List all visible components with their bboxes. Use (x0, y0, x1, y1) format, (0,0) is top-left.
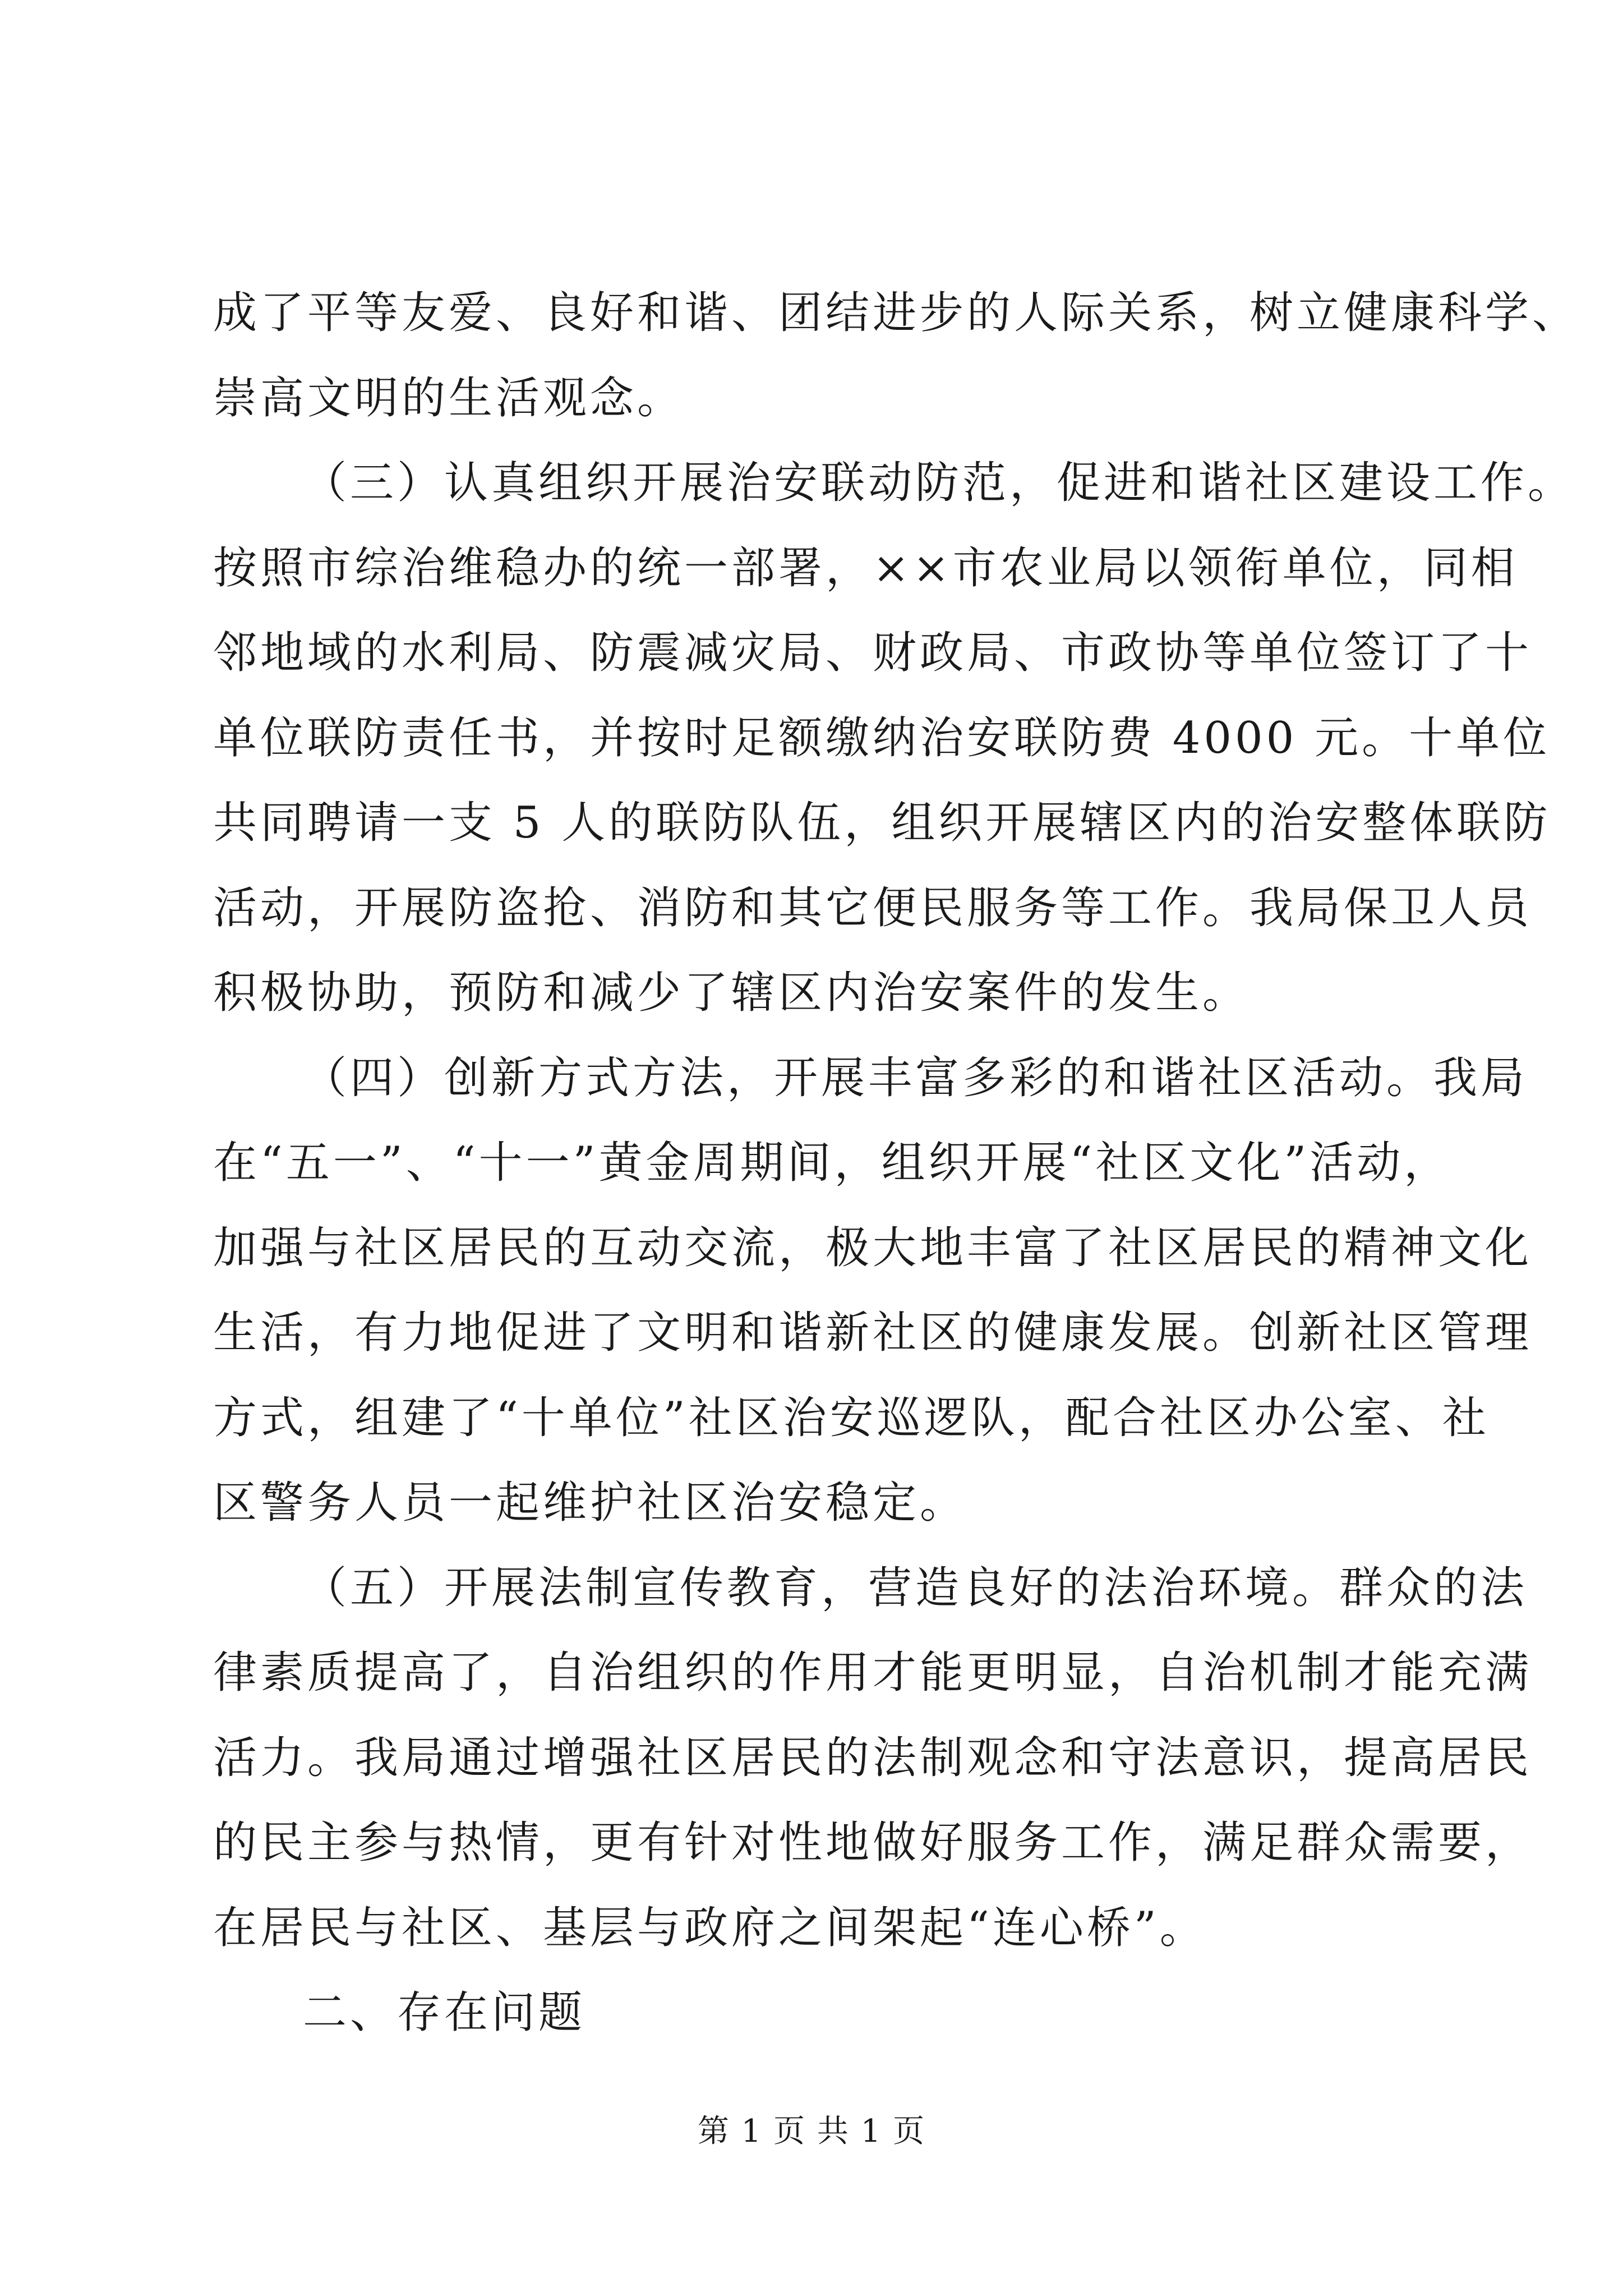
text-line: 律素质提高了，自治组织的作用才能更明显，自治机制才能充满 (213, 1648, 1533, 1698)
text-line: 按照市综治维稳办的统一部署，××市农业局以领衔单位，同相 (213, 543, 1518, 593)
text-line: 在居民与社区、基层与政府之间架起“连心桥”。 (213, 1903, 1207, 1953)
text-line: 区警务人员一起维护社区治安稳定。 (213, 1478, 967, 1528)
text-line: 活动，开展防盗抢、消防和其它便民服务等工作。我局保卫人员 (213, 883, 1533, 933)
paragraph-heading-3: （三）认真组织开展治安联动防范，促进和谐社区建设工作。 (303, 458, 1575, 508)
text-line: 加强与社区居民的互动交流，极大地丰富了社区居民的精神文化 (213, 1223, 1533, 1273)
text-line: 积极协助，预防和减少了辖区内治安案件的发生。 (213, 968, 1250, 1018)
text-line: 生活，有力地促进了文明和谐新社区的健康发展。创新社区管理 (213, 1308, 1533, 1358)
paragraph-heading-5: （五）开展法制宣传教育，营造良好的法治环境。群众的法 (303, 1563, 1528, 1613)
text-line: 活力。我局通过增强社区居民的法制观念和守法意识，提高居民 (213, 1733, 1533, 1783)
section-heading: 二、存在问题 (303, 1987, 586, 2038)
text-line: 崇高文明的生活观念。 (213, 373, 685, 424)
text-line: 的民主参与热情，更有针对性地做好服务工作，满足群众需要， (213, 1818, 1533, 1868)
page-footer: 第 1 页 共 1 页 (697, 2113, 926, 2150)
text-line: 单位联防责任书，并按时足额缴纳治安联防费 4000 元。十单位 (213, 713, 1551, 763)
paragraph-heading-4: （四）创新方式方法，开展丰富多彩的和谐社区活动。我局 (303, 1053, 1528, 1103)
text-line: 在“五一”、“十一”黄金周期间，组织开展“社区文化”活动， (213, 1138, 1451, 1188)
text-line: 邻地域的水利局、防震减灾局、财政局、市政协等单位签订了十 (213, 628, 1533, 678)
text-line: 成了平等友爱、良好和谐、团结进步的人际关系，树立健康科学、 (213, 288, 1580, 338)
text-line: 方式，组建了“十单位”社区治安巡逻队，配合社区办公室、社 (213, 1393, 1490, 1443)
text-line: 共同聘请一支 5 人的联防队伍，组织开展辖区内的治安整体联防 (213, 798, 1551, 848)
